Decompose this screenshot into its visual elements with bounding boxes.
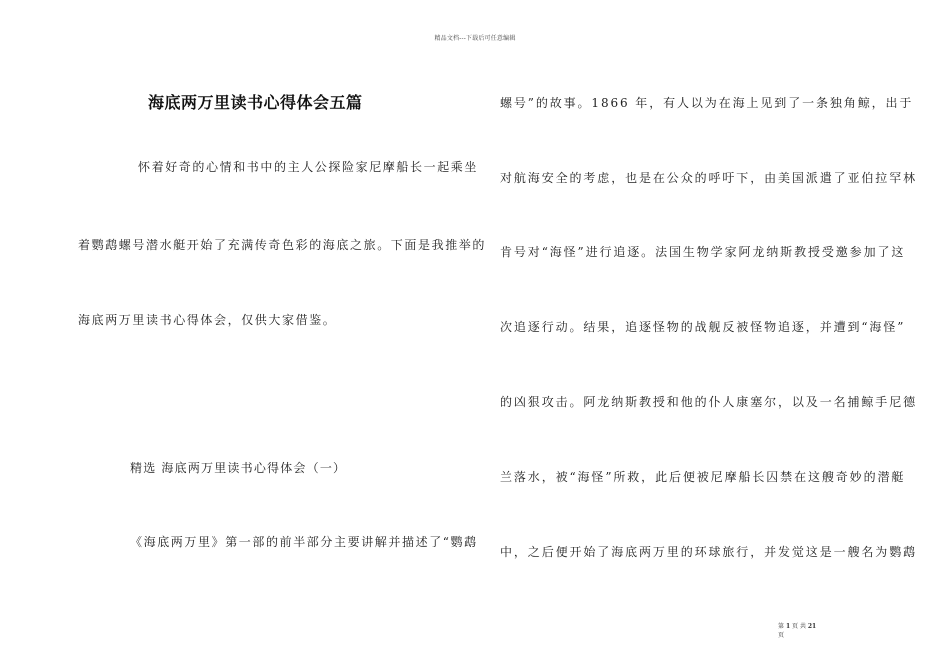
page-prefix: 第 xyxy=(778,623,785,630)
body-line-6: 兰落水，被“海怪”所救，此后便被尼摩船长囚禁在这艘奇妙的潜艇 xyxy=(500,470,906,484)
section-first-line: 《海底两万里》第一部的前半部分主要讲解并描述了“鹦鹉 xyxy=(130,535,478,549)
intro-line-1: 怀着好奇的心情和书中的主人公探险家尼摩船长一起乘坐 xyxy=(138,160,479,174)
page-mid: 页 共 xyxy=(790,623,808,630)
body-line-1: 螺号”的故事。1866 年，有人以为在海上见到了一条独角鲸，出于 xyxy=(500,96,914,110)
intro-line-3: 海底两万里读书心得体会，仅供大家借鉴。 xyxy=(78,313,337,327)
body-line-4: 次追逐行动。结果，追逐怪物的战舰反被怪物追逐，并遭到“海怪” xyxy=(500,320,906,334)
current-page: 1 xyxy=(785,623,791,630)
total-pages: 21 xyxy=(807,623,817,630)
body-line-7: 中，之后便开始了海底两万里的环球旅行，并发觉这是一艘名为鹦鹉 xyxy=(500,545,918,559)
body-line-5: 的凶狠攻击。阿龙纳斯教授和他的仆人康塞尔，以及一名捕鲸手尼德 xyxy=(500,395,918,409)
right-column xyxy=(500,0,918,672)
body-line-3: 肯号对“海怪”进行追逐。法国生物学家阿龙纳斯教授受邀参加了这 xyxy=(500,245,906,259)
document-title: 海底两万里读书心得体会五篇 xyxy=(148,93,363,112)
page-suffix: 页 xyxy=(778,632,785,639)
body-line-2: 对航海安全的考虑，也是在公众的呼吁下，由美国派遣了亚伯拉罕林 xyxy=(500,171,918,185)
section-heading: 精选 海底两万里读书心得体会（一） xyxy=(130,461,347,475)
header-note: 精品文档---下载后可任意编辑 xyxy=(434,35,516,42)
page-number xyxy=(778,622,838,640)
intro-line-2: 着鹦鹉螺号潜水艇开始了充满传奇色彩的海底之旅。下面是我推举的 xyxy=(78,238,487,252)
